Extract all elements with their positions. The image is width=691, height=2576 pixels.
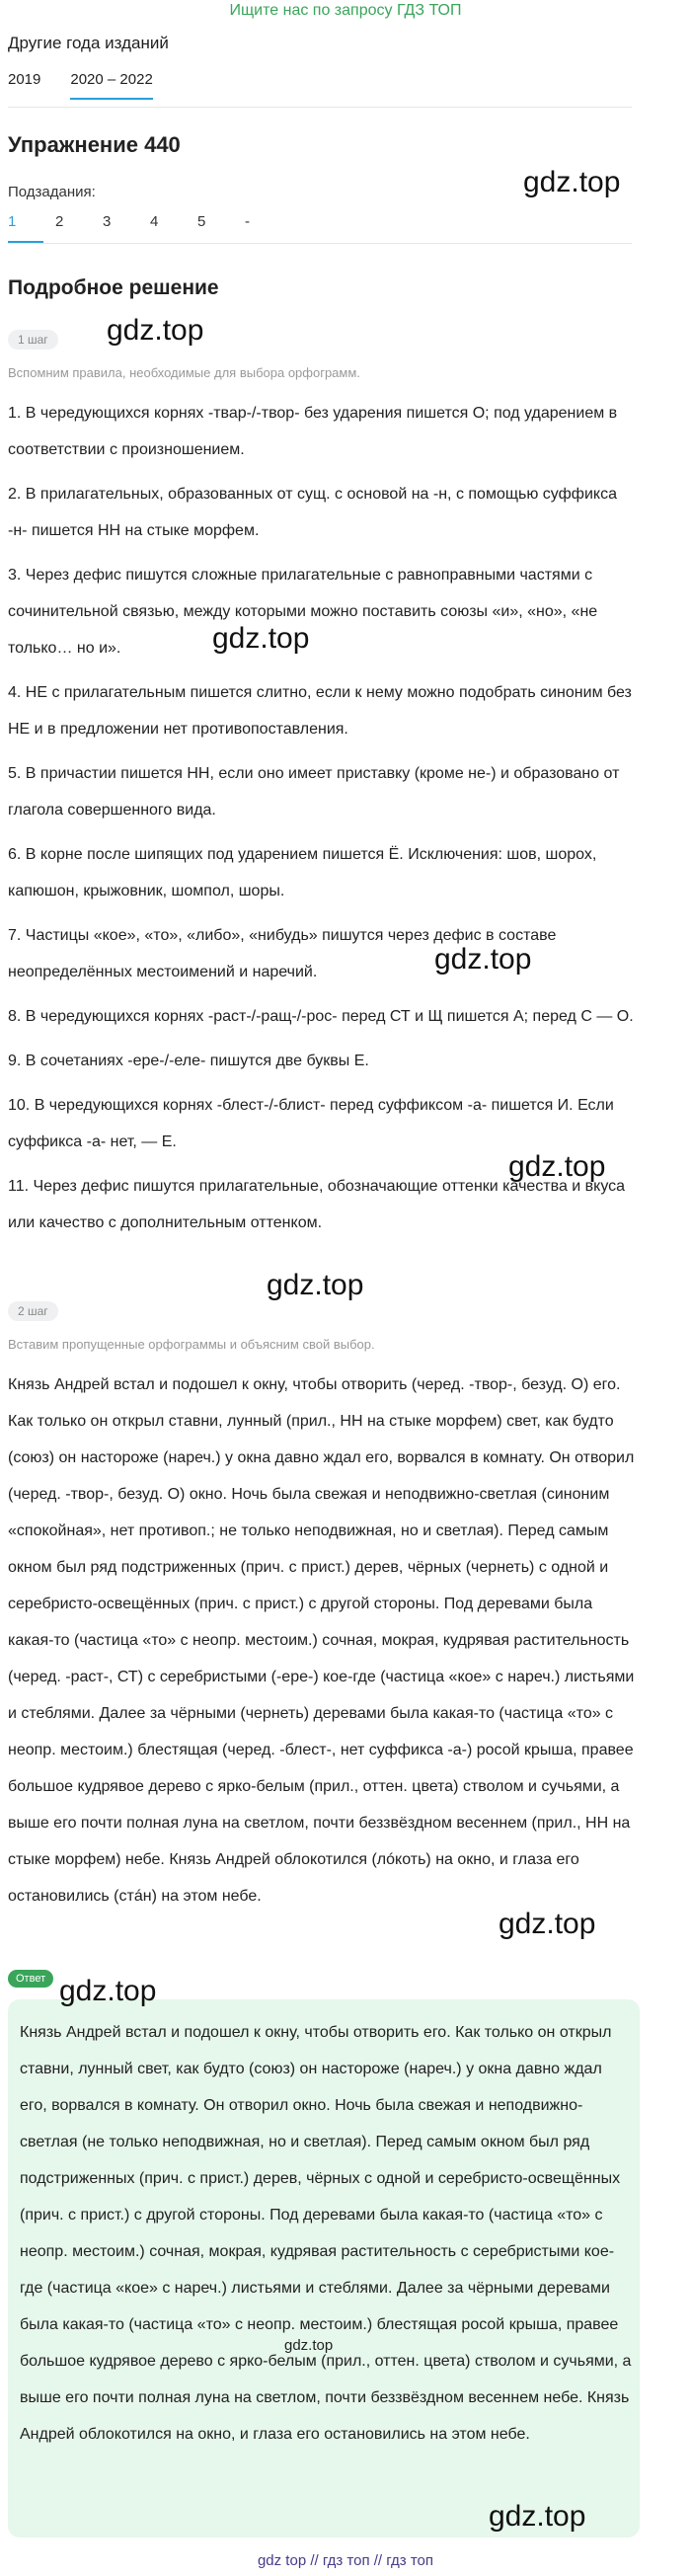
- rule-item: 1. В чередующихся корнях -твар-/-твор- без ударения пишется О; под ударением в соответствии с произношением.: [8, 405, 618, 458]
- rule-item: 8. В чередующихся корнях -раст-/-ращ-/-рос- перед СТ и Щ пишется А; перед С — О.: [8, 1008, 634, 1025]
- answer-badge: Ответ: [8, 1970, 53, 1988]
- watermark: gdz.top: [489, 2500, 586, 2533]
- rule-item: 6. В корне после шипящих под ударением пишется Ё. Исключения: шов, шорох, капюшон, крыжовник, шомпол, шоры.: [8, 846, 597, 899]
- solution-title: Подробное решение: [8, 276, 219, 299]
- watermark: gdz.top: [499, 1908, 596, 1940]
- watermark: gdz.top: [212, 622, 310, 655]
- rule-item: 7. Частицы «кое», «то», «либо», «нибудь» пишутся через дефис в составе неопределённых местоимений и наречий.: [8, 927, 557, 980]
- subtask-tabs: [8, 213, 292, 230]
- rule-item: 5. В причастии пишется НН, если оно имеет приставку (кроме не-) и образовано от глагола совершенного вида.: [8, 765, 620, 819]
- step1-badge: 1 шаг: [8, 330, 58, 350]
- subtask-tab-5[interactable]: 5: [197, 213, 206, 230]
- watermark: gdz.top: [267, 1269, 364, 1301]
- subtask-tab-2[interactable]: 2: [55, 213, 64, 230]
- subtask-tab-more[interactable]: -: [245, 213, 250, 230]
- step1-intro: Вспомним правила, необходимые для выбора орфограмм.: [8, 365, 360, 380]
- year-tab-2020-2022[interactable]: 2020 – 2022: [70, 71, 152, 100]
- subtask-tab-1[interactable]: 1: [8, 213, 17, 230]
- step2-intro: Вставим пропущенные орфограммы и объясним свой выбор.: [8, 1337, 375, 1352]
- year-tab-2019[interactable]: 2019: [8, 71, 41, 88]
- watermark: gdz.top: [59, 1975, 157, 2007]
- rule-item: 3. Через дефис пишутся сложные прилагательные с равноправными частями с сочинительной связью, между которыми можно поставить союзы «и», «но», «не только… но и».: [8, 567, 598, 657]
- rule-item: 4. НЕ с прилагательным пишется слитно, если к нему можно подобрать синоним без НЕ и в предложении нет противопоставления.: [8, 684, 632, 738]
- subtask-tab-4[interactable]: 4: [150, 213, 159, 230]
- answer-text: Князь Андрей встал и подошел к окну, чтобы отворить его. Как только он открыл ставни, лунный свет, как будто (союз) он настороже (нареч.) у окна давно ждал его, ворвался в комнату. Он отворил окно. Ночь была свежая и неподвижно-светлая (не только неподвижная, но и светлая). Перед самым окном был ряд подстриженных (прич. с прист.) дерев, чёрных с одной и серебристо-освещённых (прич. с прист.) с другой стороны. Под деревами была какая-то (частица «то» с неопр. местоим.) сочная, мокрая, кудрявая растительность с серебристыми кое-где (частица «кое» с нареч.) листьями и стеблями. Далее за чёрными деревами была какая-то (частица «то» с неопр. местоим.) блестящая росой крыша, правее большое кудрявое дерево с ярко-белым (прил., оттен. цвета) стволом и сучьями, а выше его почти полная луна на светлом, почти беззвёздном весеннем небе. Князь Андрей облокотился на окно, и глаза его остановились на этом небе.: [20, 2024, 632, 2443]
- rule-item: 2. В прилагательных, образованных от сущ. с основой на -н, с помощью суффикса -н- пишется НН на стыке морфем.: [8, 486, 617, 539]
- subtask-tab-3[interactable]: 3: [103, 213, 112, 230]
- subtasks-label: Подзадания:: [8, 184, 96, 200]
- rules-list: [8, 395, 640, 1249]
- search-banner: Ищите нас по запросу ГДЗ ТОП: [229, 2, 462, 19]
- watermark: gdz.top: [107, 314, 204, 347]
- rule-item: 10. В чередующихся корнях -блест-/-блист- перед суффиксом -а- пишется И. Если суффикса -а- нет, — Е.: [8, 1097, 614, 1150]
- exercise-title: Упражнение 440: [8, 132, 181, 157]
- watermark: gdz.top: [434, 943, 532, 976]
- rule-item: 11. Через дефис пишутся прилагательные, обозначающие оттенки качества и вкуса или качество с дополнительным оттенком.: [8, 1178, 626, 1231]
- watermark: gdz.top: [508, 1150, 606, 1183]
- divider: [8, 107, 632, 108]
- divider: [8, 243, 632, 244]
- step2-text: Князь Андрей встал и подошел к окну, чтобы отворить (черед. -твор-, безуд. О) его. Как только он открыл ставни, лунный (прил., НН на стыке морфем) свет, как будто (союз) он настороже (нареч.) у окна давно ждал его, ворвался в комнату. Он отворил (черед. -твор-, безуд. О) окно. Ночь была свежая и неподвижно-светлая (синоним «спокойная», нет противоп.; не только неподвижная, но и светлая). Перед самым окном был ряд подстриженных (прич. с прист.) дерев, чёрных (чернеть) с одной и серебристо-освещённых (прич. с прист.) с другой стороны. Под деревами была какая-то (частица «то» с неопр. местоим.) сочная, мокрая, кудрявая растительность (черед. -раст-, СТ) с серебристыми (-ере-) кое-где (частица «кое» с нареч.) листьями и стеблями. Далее за чёрными (чернеть) деревами была какая-то (частица «то» с неопр. местоим.) блестящая (черед. -блест-, нет суффикса -а-) росой крыша, правее большое кудрявое дерево с ярко-белым (прил., оттен. цвета) стволом и сучьями, а выше его почти полная луна на светлом, почти беззвёздном весеннем (прил., НН на стыке морфем) небе. Князь Андрей облокотился (лóкоть) на окно, и глаза его остановились (стáн) на этом небе.: [8, 1376, 635, 1905]
- year-tabs: [8, 71, 183, 100]
- step2-badge: 2 шаг: [8, 1301, 58, 1321]
- rule-item: 9. В сочетаниях -ере-/-еле- пишутся две буквы Е.: [8, 1053, 369, 1069]
- other-years-title: Другие года изданий: [8, 34, 169, 52]
- footer-links[interactable]: gdz top // гдз топ // гдз топ: [257, 2552, 434, 2569]
- watermark: gdz.top: [284, 2337, 334, 2354]
- watermark: gdz.top: [523, 166, 621, 198]
